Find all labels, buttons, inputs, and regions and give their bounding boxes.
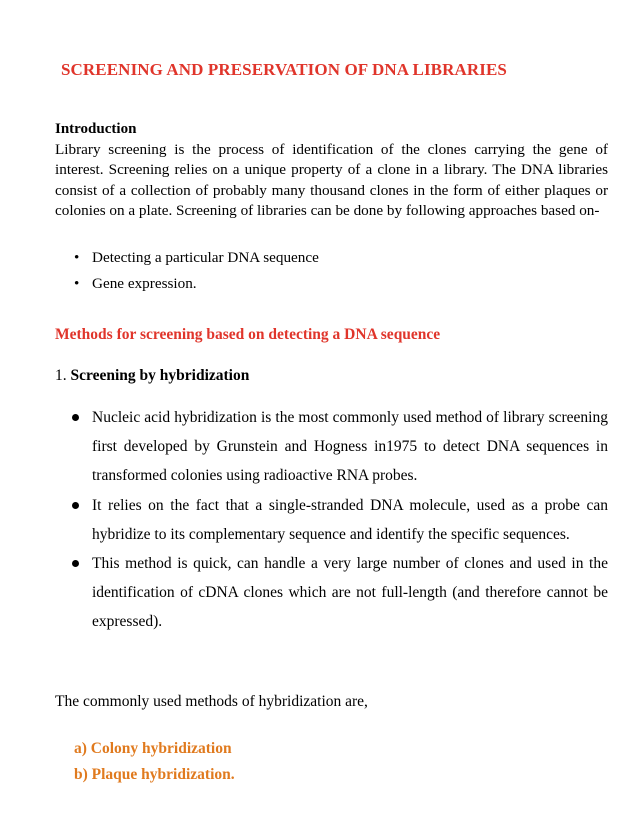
list-item: b) Plaque hybridization. — [74, 766, 235, 783]
bullet-icon — [72, 560, 79, 567]
bullet-icon — [72, 414, 79, 421]
bullet-icon: • — [74, 249, 80, 266]
subsection-number: 1. — [55, 367, 71, 384]
bullet-icon: • — [74, 275, 80, 292]
point-text: Nucleic acid hybridization is the most commonly used method of library screening first developed by Grunstein and Hogness in1975 to detect DNA sequences in transformed colonies using radioactive RNA probes. — [92, 409, 608, 485]
point-text: It relies on the fact that a single-stranded DNA molecule, used as a probe can hybridize to its complementary sequence and identify the specific sequences. — [92, 496, 608, 543]
hybridization-methods-list — [74, 736, 235, 788]
methods-section-heading: Methods for screening based on detecting a DNA sequence — [55, 326, 441, 343]
list-item — [72, 403, 608, 491]
approaches-list — [72, 245, 319, 297]
bullet-icon — [72, 502, 79, 509]
subsection-heading — [55, 367, 249, 385]
introduction-heading: Introduction — [55, 121, 137, 137]
closing-sentence: The commonly used methods of hybridization are, — [55, 693, 368, 710]
introduction-paragraph: Library screening is the process of identification of the clones carrying the gene of interest. Screening relies on a unique property of a clone in a library. The DNA libraries consist of a collection of probably many thousand clones in the form of either plaques or colonies on a plate. Screening of libraries can be done by following approaches based on- — [55, 141, 608, 219]
list-item — [72, 549, 608, 637]
page-title: SCREENING AND PRESERVATION OF DNA LIBRARIES — [61, 60, 507, 79]
point-text: This method is quick, can handle a very large number of clones and used in the identification of cDNA clones which are not full-length (and therefore cannot be expressed). — [92, 555, 608, 631]
list-item: a) Colony hybridization — [74, 740, 232, 757]
approach-text: Detecting a particular DNA sequence — [92, 249, 319, 266]
list-item — [72, 245, 319, 271]
approach-text: Gene expression. — [92, 275, 197, 292]
subsection-title: Screening by hybridization — [70, 367, 250, 384]
list-item — [72, 271, 319, 297]
list-item — [72, 491, 608, 549]
hybridization-points-list — [72, 403, 608, 637]
